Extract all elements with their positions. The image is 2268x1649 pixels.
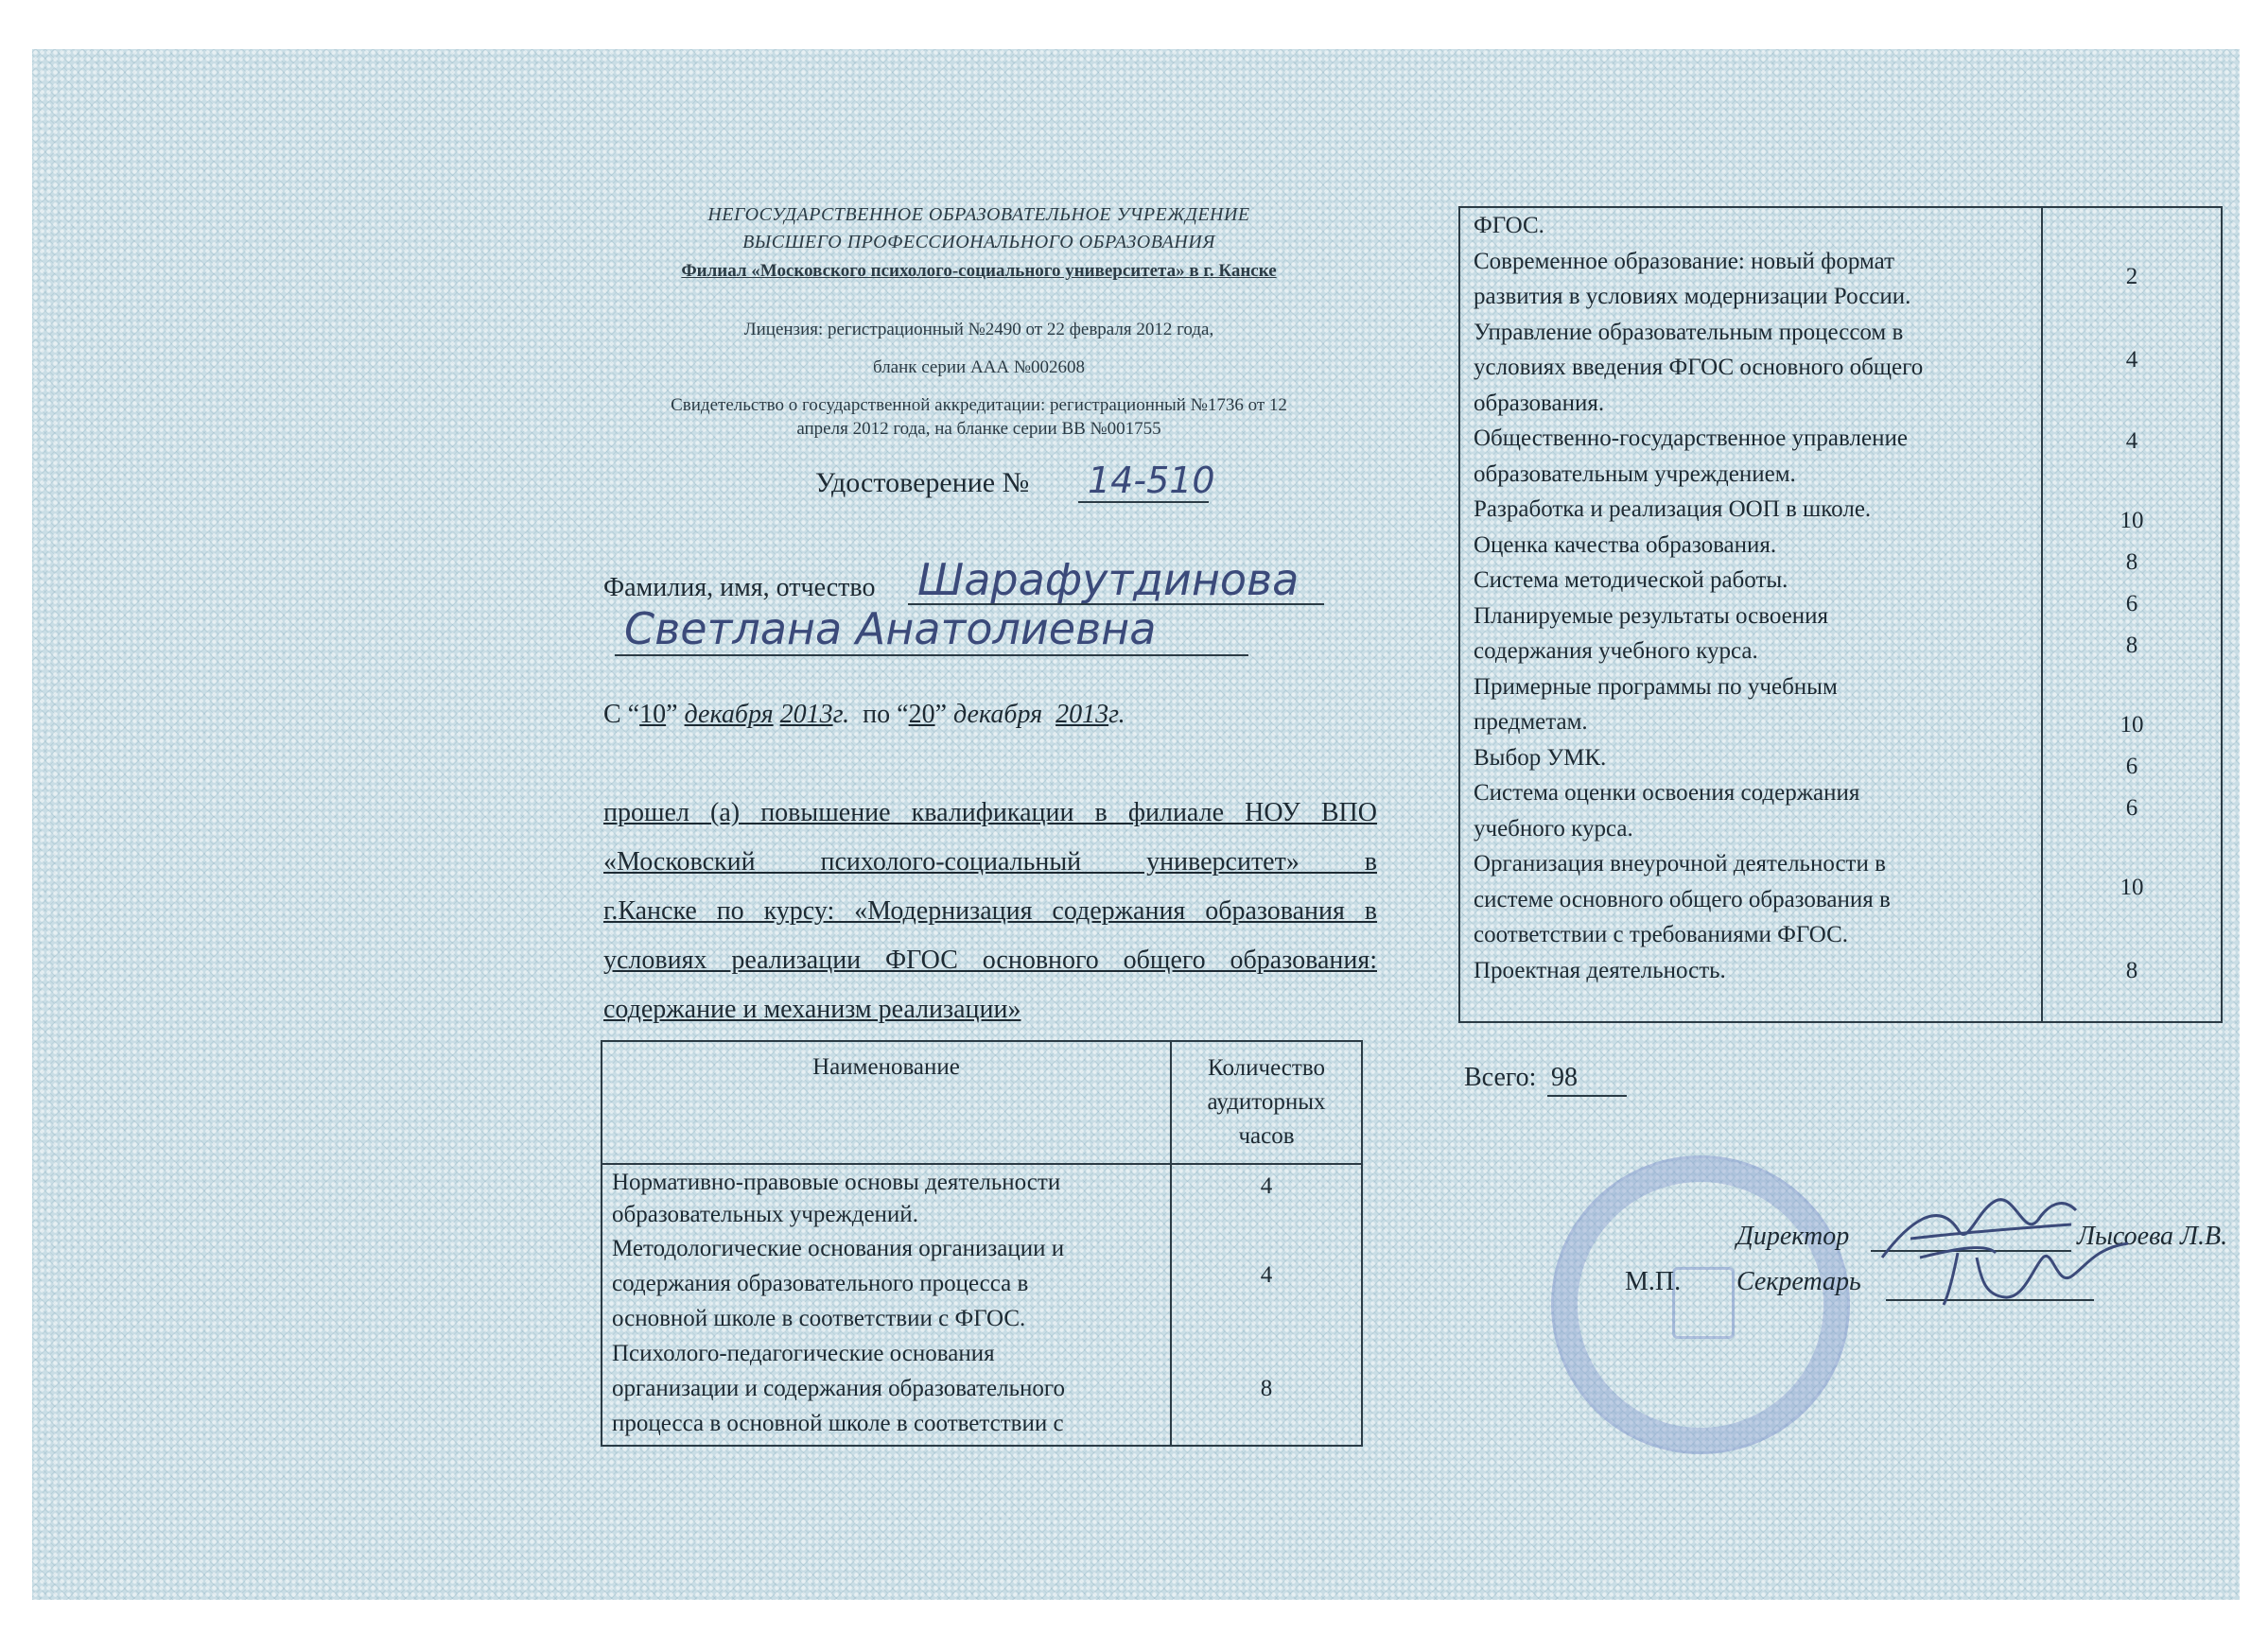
date-from-prefix: С “ [603, 700, 640, 729]
row-text: содержания учебного курса. [1474, 638, 1758, 664]
table-row [1474, 740, 2041, 776]
total-label: Всего: [1464, 1063, 1537, 1092]
secretary-signature-icon [1910, 1229, 2137, 1314]
table-header-name: Наименование [602, 1041, 1171, 1164]
row-text: Психолого-педагогические основания [612, 1341, 995, 1366]
director-name: Лысоева Л.В. [2077, 1222, 2228, 1251]
table-row [1474, 421, 2041, 492]
row-text: Система методической работы. [1474, 567, 1788, 593]
row-text: Общественно-государственное управление [1474, 425, 1908, 451]
row-text: Разработка и реализация ООП в школе. [1474, 496, 1872, 522]
hours-value: 8 [1260, 1376, 1273, 1401]
row-text: Примерные программы по учебным [1474, 673, 1838, 700]
row-text: Оценка качества образования. [1474, 531, 1777, 558]
row-text: Управление образовательным процессом в [1474, 319, 1904, 345]
table-row [1474, 244, 2041, 315]
row-text: Планируемые результаты освоения [1474, 602, 1829, 629]
license-line-2: бланк серии ААА №002608 [873, 357, 1085, 377]
row-text: образования. [1474, 390, 1605, 416]
hours-value: 10 [2120, 712, 2144, 738]
hours-value: 6 [2125, 795, 2138, 821]
table-left-hours [1171, 1164, 1362, 1446]
hours-table-left [601, 1040, 1363, 1447]
row-text: Современное образование: новый формат [1474, 248, 1895, 274]
date-to-year-suffix: г. [1108, 700, 1125, 729]
official-seal [1551, 1155, 1850, 1454]
table-right-body [1459, 207, 2042, 1022]
course-line-1: прошел (а) повышение квалификации в филиале НОУ ВПО [603, 798, 1377, 827]
hours-value: 8 [2125, 633, 2138, 658]
table-row [1474, 599, 2041, 669]
row-text: Организация внеурочной деятельности в [1474, 851, 1886, 877]
hours-value: 8 [2125, 958, 2138, 983]
course-line-3: г.Канске по курсу: «Модернизация содержания образования в [603, 896, 1377, 926]
name-underline [615, 654, 1248, 656]
table-row [1474, 775, 2041, 846]
certificate-number-underline [1078, 501, 1209, 503]
table-row [1474, 492, 2041, 528]
course-line-4: условиях реализации ФГОС основного общего образования: [603, 946, 1377, 975]
row-text: организации и содержания образовательного [612, 1376, 1066, 1401]
license-line-1: Лицензия: регистрационный №2490 от 22 февраля 2012 года, [743, 320, 1214, 339]
date-from-year-suffix: г. [832, 700, 850, 729]
hours-table-right [1458, 206, 2223, 1023]
header-line-2: ВЫСШЕГО ПРОФЕССИОНАЛЬНОГО ОБРАЗОВАНИЯ [742, 232, 1215, 252]
table-right-hours [2042, 207, 2222, 1022]
date-to-year: 2013 [1055, 700, 1109, 729]
table-row [612, 1231, 1160, 1336]
hours-value: 10 [2120, 508, 2144, 533]
row-text: Проектная деятельность. [1474, 957, 1726, 983]
hours-value: 2 [2125, 264, 2138, 289]
table-row [1474, 669, 2041, 740]
header-line-1: НЕГОСУДАРСТВЕННОЕ ОБРАЗОВАТЕЛЬНОЕ УЧРЕЖДЕНИЕ [707, 204, 1250, 225]
date-to-prefix: по “ [863, 700, 909, 729]
date-to-day: 20 [908, 700, 935, 729]
hours-value: 8 [2125, 549, 2138, 575]
course-line-2: «Московский психолого-социальный университет» в [603, 847, 1377, 877]
table-row [1474, 315, 2041, 422]
row-text: основной школе в соответствии с ФГОС. [612, 1306, 1026, 1331]
date-to-sep: ” [934, 700, 948, 729]
course-description [603, 789, 1377, 1034]
seal-emblem-icon [1672, 1267, 1735, 1339]
total-underline [1547, 1095, 1627, 1097]
table-row [1474, 528, 2041, 564]
accreditation-line-1: Свидетельство о государственной аккредитации: регистрационный №1736 от 12 [671, 395, 1287, 415]
table-left-body [602, 1164, 1171, 1446]
row-text: содержания образовательного процесса в [612, 1271, 1029, 1296]
certificate-number: 14-510 [1088, 460, 1215, 501]
hours-value: 6 [2125, 591, 2138, 616]
row-text: образовательных учреждений. [612, 1202, 918, 1227]
accreditation-line-2: апреля 2012 года, на бланке серии ВВ №001755 [796, 419, 1161, 439]
fio-label: Фамилия, имя, отчество [603, 573, 876, 602]
hours-value: 4 [1260, 1262, 1273, 1288]
director-label: Директор [1736, 1222, 1850, 1251]
date-from-month: декабря [684, 700, 774, 729]
date-from-sep: ” [666, 700, 678, 729]
date-to-month: декабря [953, 700, 1043, 729]
header-line-3: Филиал «Московского психолого-социального университета» в г. Канске [681, 261, 1277, 281]
table-row [1474, 846, 2041, 953]
row-text: развития в условиях модернизации России. [1474, 284, 1911, 309]
row-text: Нормативно-правовые основы деятельности [612, 1170, 1061, 1195]
row-text: предметам. [1474, 709, 1588, 735]
surname-handwritten: Шарафутдинова [917, 554, 1300, 605]
total-value: 98 [1551, 1063, 1578, 1092]
row-text: Методологические основания организации и [612, 1236, 1065, 1261]
row-text: Выбор УМК. [1474, 744, 1607, 771]
mp-label: М.П. [1625, 1267, 1682, 1296]
date-from-day: 10 [639, 700, 667, 729]
table-row [1474, 953, 2041, 989]
hours-value: 10 [2120, 875, 2144, 900]
hours-value: 6 [2125, 754, 2138, 779]
hours-value: 4 [1260, 1173, 1273, 1199]
row-text: условиях введения ФГОС основного общего [1474, 355, 1924, 380]
table-row [612, 1336, 1160, 1441]
hours-value: 4 [2125, 428, 2138, 454]
row-text: ФГОС. [1474, 213, 1544, 238]
row-text: образовательным учреждением. [1474, 460, 1796, 487]
row-text: соответствии с требованиями ФГОС. [1474, 922, 1849, 947]
course-line-5: содержание и механизм реализации» [603, 995, 1021, 1024]
hours-value: 4 [2125, 347, 2138, 373]
secretary-label: Секретарь [1736, 1267, 1861, 1296]
table-row [612, 1167, 1160, 1231]
date-range [603, 700, 1125, 730]
row-text: учебного курса. [1474, 815, 1633, 842]
table-row [1474, 563, 2041, 599]
certificate-label: Удостоверение № [815, 467, 1030, 498]
row-text: Система оценки освоения содержания [1474, 780, 1860, 806]
table-row [1474, 208, 2041, 244]
date-from-year: 2013 [779, 700, 833, 729]
row-text: системе основного общего образования в [1474, 886, 1891, 912]
row-text: процесса в основной школе в соответствии с [612, 1411, 1064, 1436]
table-header-hours: Количество аудиторных часов [1171, 1041, 1362, 1164]
name-handwritten: Светлана Анатолиевна [624, 603, 1157, 654]
